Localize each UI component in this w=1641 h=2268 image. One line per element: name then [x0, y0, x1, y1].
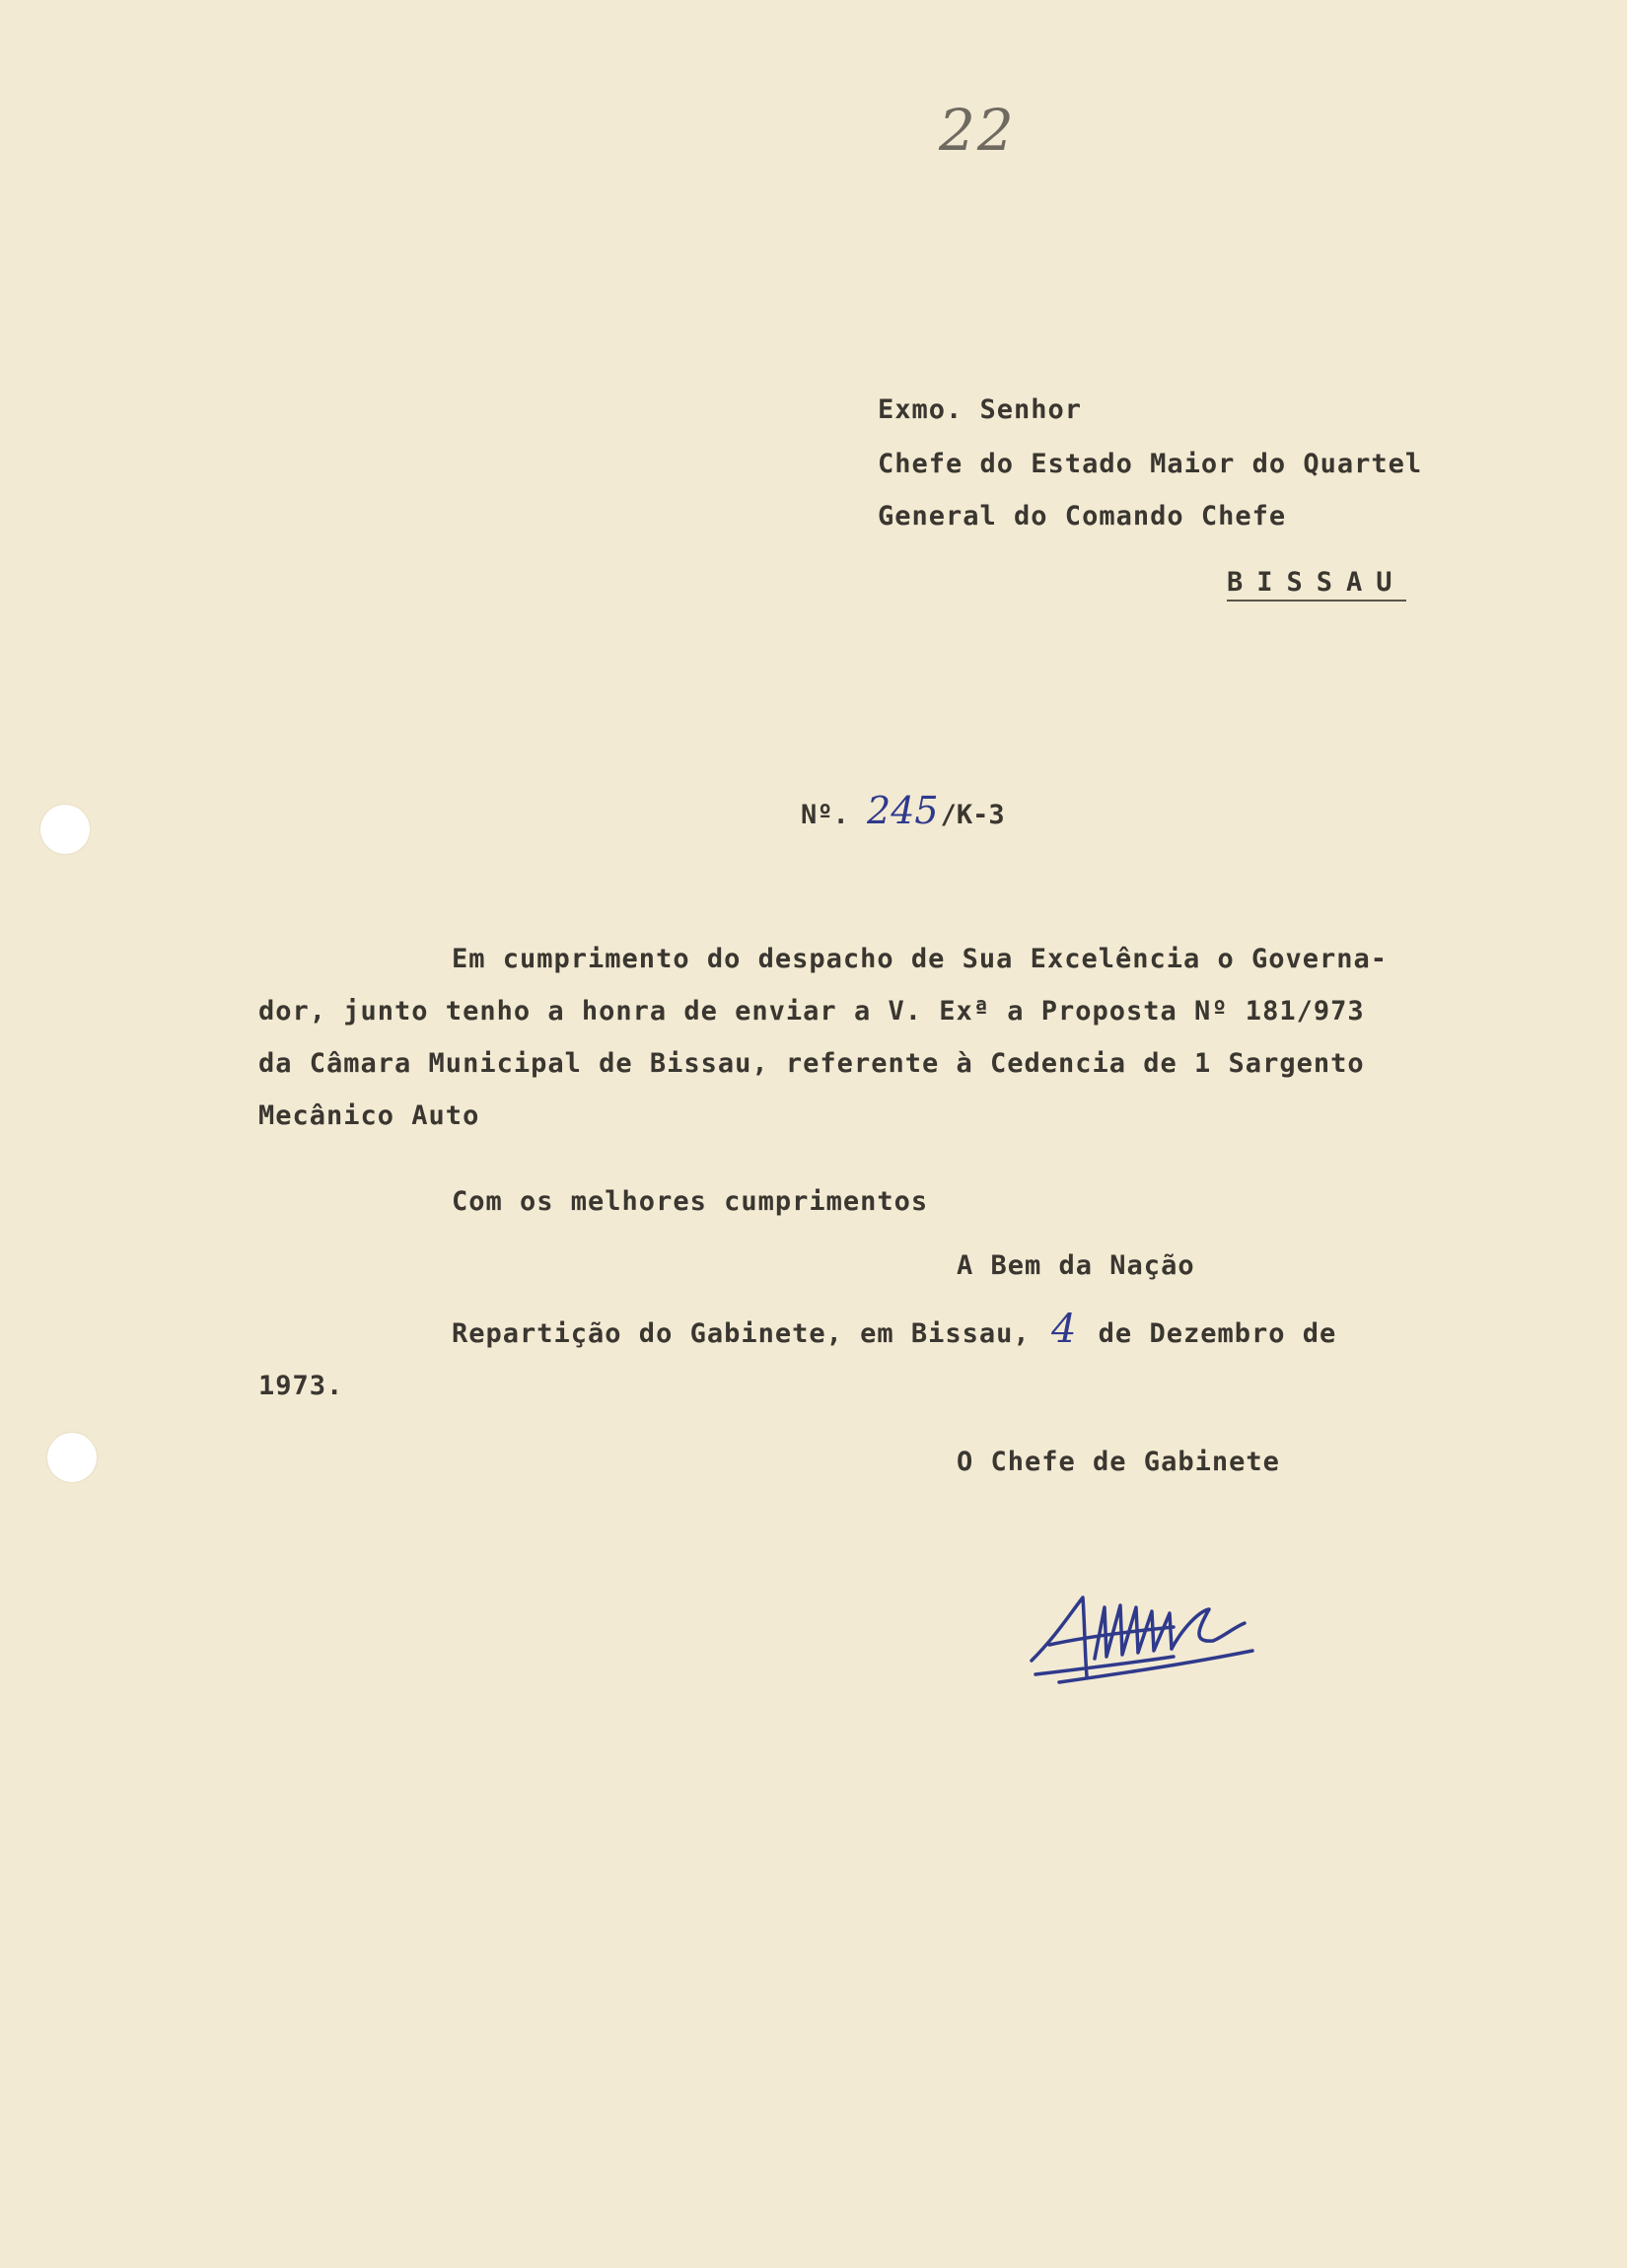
date-prefix: Repartição do Gabinete, em Bissau,	[452, 1318, 1031, 1349]
date-suffix: de Dezembro de	[1098, 1318, 1337, 1349]
date-year: 1973.	[258, 1371, 344, 1401]
folio-number: 22	[939, 97, 1016, 164]
punch-hole-bottom	[47, 1433, 97, 1482]
signatory-title: O Chefe de Gabinete	[957, 1447, 1280, 1477]
page-edge	[1627, 0, 1641, 2268]
date-handwritten-day: 4	[1050, 1307, 1078, 1352]
closing-greeting: Com os melhores cumprimentos	[452, 1186, 929, 1217]
punch-hole-top	[40, 805, 90, 854]
reference-suffix: /K-3	[940, 800, 1005, 830]
date-line	[258, 1304, 1531, 1360]
addressee-title: Chefe do Estado Maior do Quartel	[878, 449, 1423, 479]
letter-body	[258, 933, 1531, 1488]
addressee-city: BISSAU	[1227, 567, 1406, 602]
handwritten-signature	[1026, 1588, 1262, 1696]
body-line-1: Em cumprimento do despacho de Sua Excelência o Governa-	[452, 944, 1389, 974]
reference-prefix: Nº.	[801, 800, 849, 830]
motto: A Bem da Nação	[957, 1250, 1195, 1281]
addressee-salutation: Exmo. Senhor	[878, 394, 1083, 425]
reference-number	[801, 789, 1005, 832]
body-line-4: Mecânico Auto	[258, 1100, 480, 1131]
reference-handwritten-number: 245	[867, 789, 939, 832]
body-line-3: da Câmara Municipal de Bissau, referente à Cedencia de 1 Sargento	[258, 1048, 1365, 1079]
addressee-command: General do Comando Chefe	[878, 501, 1287, 532]
body-line-2: dor, junto tenho a honra de enviar a V. Exª a Proposta Nº 181/973	[258, 996, 1365, 1027]
